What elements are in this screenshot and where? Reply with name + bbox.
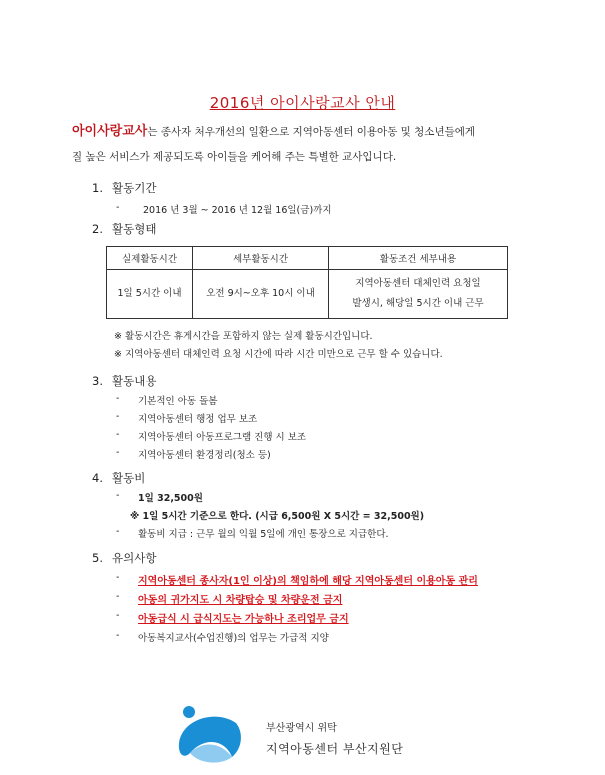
page-title: 2016년 아이사랑교사 안내 [209,94,396,112]
intro-paragraph [72,119,542,170]
table-cell: 1일 5시간 이내 [107,270,193,319]
intro-line-2: 질 높은 서비스가 제공되도록 아이들을 케어해 주는 특별한 교사입니다. [72,151,397,163]
organization-logo-icon [176,703,246,765]
intro-line1-rest: 는 종사자 처우개선의 일환으로 지역아동센터 이용아동 및 청소년들에게 [147,126,476,138]
table-header: 실제활동시간 [107,247,193,270]
footer-organization: 지역아동센터 부산지원단 [266,742,404,756]
section-1-heading: 1. 활동기간 [92,181,157,195]
section-4-heading: 4. 활동비 [92,471,146,485]
note: ※ 지역아동센터 대체인력 요청 시간에 따라 시간 미만으로 근무 할 수 있습니다. [114,349,443,360]
section-3-heading: 3. 활동내용 [92,374,157,388]
footer-commission: 부산광역시 위탁 [266,723,337,734]
table-header: 세부활동시간 [193,247,329,270]
section-5-heading: 5. 유의사항 [92,551,157,565]
intro-line-1 [72,119,542,145]
activity-table [106,246,508,319]
section-2-heading: 2. 활동형태 [92,222,157,236]
table-cell: 지역아동센터 대체인력 요청일 발생시, 해당일 5시간 이내 근무 [329,270,508,319]
table-cell: 오전 9시~오후 10시 이내 [193,270,329,319]
table-header: 활동조건 세부내용 [329,247,508,270]
note: ※ 활동시간은 휴게시간을 포함하지 않는 실제 활동시간입니다. [114,331,373,342]
intro-highlight: 아이사랑교사 [72,124,148,139]
document-page: 2016년 아이사랑교사 안내 아이사랑교사는 종사자 처우개선의 일환으로 지역아동센터 이용아동 및 청소년들에게 질 높은 서비스가 제공되도록 아이들을 케어해 주는 특별한 교사입니다. 1. 활동기간 - 2016 년 3월 ~ 2016 년 12월 16일(금)까지 2. 활동형태 실제활동시간 세부활동시간 활동조건 세부내용 1일 5시간 이내 오전 9시~오후 10시 이내 지역아동센터 대체인력 요청일 발생시, 해당일 5시간 이내 근무 ※ 활동시간은 휴게시간을 포함하지 않는 실제 활동시간입니다. ※ 지역아동센터 대체인력 요청 시간에 따라 시간 미만으로 근무 할 수 있습니다. 3. 활동내용 - 기본적인 아동 돌봄 - 지역아동센터 행정 업무 보조 - 지역아동센터 아동프로그램 진행 시 보조 - 지역아동센터 환경정리(청소 등) 4. 활동비 - 1일 32,500원 ※ 1일 5시간 기준으로 한다. (시급 6,500원 X 5시간 = 32,500원) - 활동비 지급 : 근무 월의 익월 5일에 개인 통장으로 지급한다. 5. 유의사항 - 지역아동센터 종사자(1인 이상)의 책임하에 해당 지역아동센터 이용아동 관리 - 아동의 귀가지도 시 차량탑승 및 차량운전 금지 - 아동급식 시 급식지도는 가능하나 조리업무 금지 - 아동복지교사(수업진행)의 업무는 가급적 지양 부산광역시 위탁 지역아동센터 부산지원단 [0,0,605,775]
